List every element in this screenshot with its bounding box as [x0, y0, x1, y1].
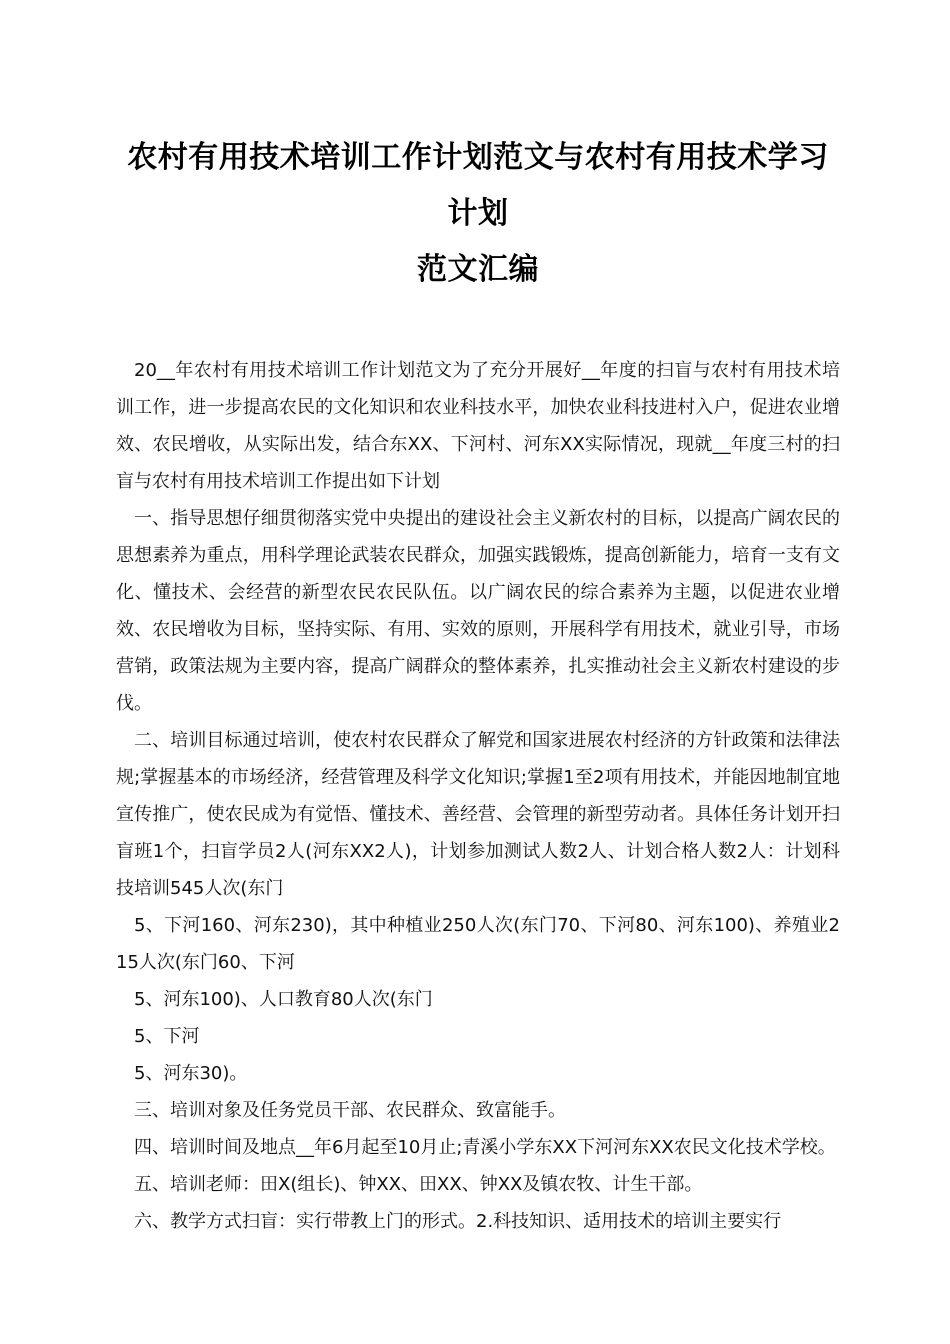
paragraph-continuation-3: 5、下河 [134, 1026, 200, 1047]
paragraph-training-goals: 二、培训目标通过培训，使农村农民群众了解党和国家进展农村经济的方针政策和法律法规;掌握基本的市场经济，经营管理及科学文化知识;掌握1至2项有用技术，并能因地制宜地宣传推广，使农民成为有觉悟、懂技术、善经营、会管理的新型劳动者。具体任务计划开扫盲班1个，扫盲学员2人(河东XX2人)，计划参加测试人数2人、计划合格人数2人：计划科技培训545人次(东门 [116, 730, 840, 899]
document-body [116, 352, 840, 1240]
paragraph-time-and-place: 四、培训时间及地点__年6月起至10月止;青溪小学东XX下河河东XX农民文化技术学校。 [134, 1137, 836, 1158]
paragraph-teaching-method: 六、教学方式扫盲：实行带教上门的形式。2.科技知识、适用技术的培训主要实行 [134, 1211, 782, 1232]
title-line-2: 范文汇编 [417, 252, 539, 287]
paragraph-guiding-ideology: 一、指导思想仔细贯彻落实党中央提出的建设社会主义新农村的目标，以提高广阔农民的思想素养为重点，用科学理论武装农民群众，加强实践锻炼，提高创新能力，培育一支有文化、懂技术、会经营的新型农民农民队伍。以广阔农民的综合素养为主题，以促进农业增效、农民增收为目标，坚持实际、有用、实效的原则，开展科学有用技术，就业引导，市场营销，政策法规为主要内容，提高广阔群众的整体素养，扎实推动社会主义新农村建设的步伐。 [116, 508, 840, 714]
paragraph-training-targets: 三、培训对象及任务党员干部、农民群众、致富能手。 [134, 1100, 566, 1121]
document-title [116, 130, 840, 298]
paragraph-continuation-2: 5、河东100)、人口教育80人次(东门 [134, 989, 433, 1010]
paragraph-continuation-4: 5、河东30)。 [134, 1063, 248, 1084]
paragraph-intro: 20__年农村有用技术培训工作计划范文为了充分开展好__年度的扫盲与农村有用技术培训工作，进一步提高农民的文化知识和农业科技水平，加快农业科技进村入户，促进农业增效、农民增收，从实际出发，结合东XX、下河村、河东XX实际情况，现就__年度三村的扫盲与农村有用技术培训工作提出如下计划 [116, 360, 840, 492]
paragraph-continuation-1: 5、下河160、河东230)，其中种植业250人次(东门70、下河80、河东100)、养殖业215人次(东门60、下河 [116, 915, 840, 973]
title-line-1: 农村有用技术培训工作计划范文与农村有用技术学习计划 [127, 140, 829, 231]
paragraph-teachers: 五、培训老师：田X(组长)、钟XX、田XX、钟XX及镇农牧、计生干部。 [134, 1174, 703, 1195]
